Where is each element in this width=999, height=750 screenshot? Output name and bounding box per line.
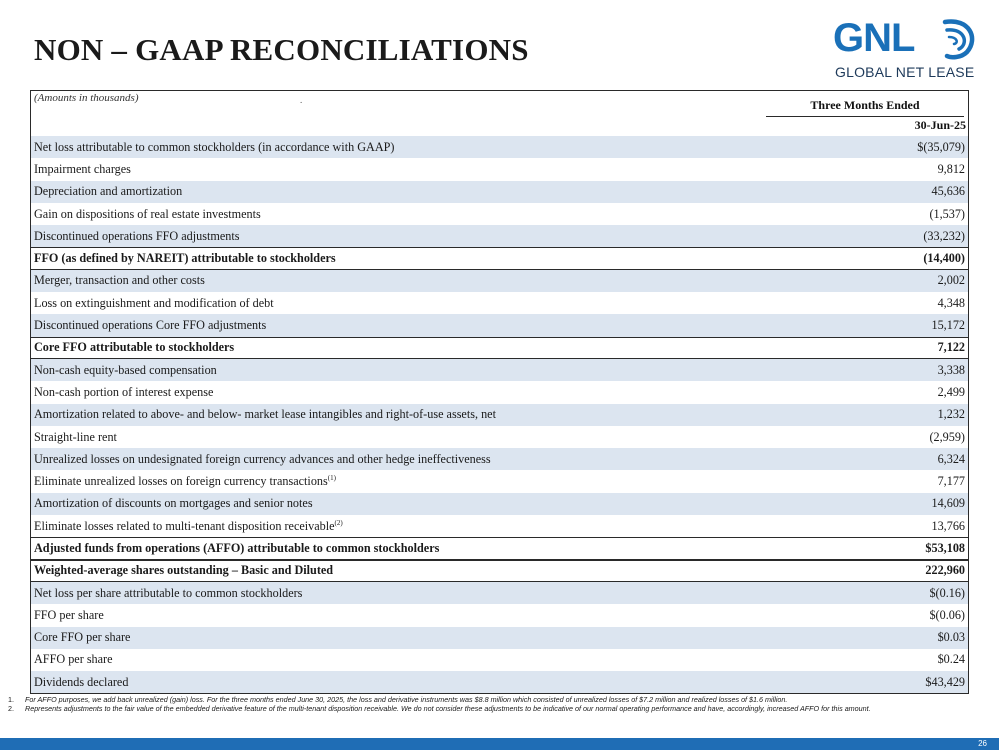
table-row [31, 359, 968, 381]
table-row [31, 470, 968, 492]
table-row [31, 671, 968, 693]
row-label [34, 675, 128, 690]
row-value: $43,429 [925, 674, 965, 689]
row-label-text: Eliminate unrealized losses on foreign currency transactions [34, 474, 328, 489]
row-value: 15,172 [931, 318, 965, 333]
row-label [34, 541, 439, 556]
row-value: (2,959) [929, 429, 965, 444]
row-value: 2,499 [937, 384, 965, 399]
row-value: 7,122 [937, 340, 965, 355]
row-label [34, 586, 302, 601]
row-label-text: Discontinued operations Core FFO adjustments [34, 318, 267, 333]
row-label-text: Amortization related to above- and below- market lease intangibles and right-of-use assets, net [34, 407, 496, 422]
table-row [31, 560, 968, 582]
row-label [34, 318, 266, 333]
row-label [34, 430, 117, 445]
row-label-text: Unrealized losses on undesignated foreign currency advances and other hedge ineffectiveness [34, 451, 491, 466]
table-row [31, 314, 968, 336]
row-label-text: Straight-line rent [34, 429, 117, 444]
row-label-text: Dividends declared [34, 674, 129, 689]
date-header: 30-Jun-25 [914, 118, 966, 132]
table-row [31, 404, 968, 426]
table-row [31, 337, 968, 359]
footnote-reference: (2) [334, 518, 343, 527]
row-label [34, 140, 394, 155]
row-value: (33,232) [923, 228, 965, 243]
row-label [34, 608, 104, 623]
row-label-text: FFO (as defined by NAREIT) attributable to stockholders [34, 251, 336, 266]
row-label [34, 407, 496, 422]
row-value: 13,766 [931, 518, 965, 533]
table-row [31, 515, 968, 537]
table-row [31, 270, 968, 292]
row-label-text: Impairment charges [34, 161, 131, 176]
table-row [31, 582, 968, 604]
row-label-text: Net loss per share attributable to common stockholders [34, 585, 303, 600]
row-value: 3,338 [937, 362, 965, 377]
page-number: 26 [978, 739, 987, 748]
table-row [31, 381, 968, 403]
row-value: 222,960 [925, 563, 965, 578]
footnote-2 [8, 705, 968, 713]
reconciliation-table [30, 90, 969, 694]
row-label [34, 452, 491, 467]
row-label-text: Non-cash equity-based compensation [34, 362, 217, 377]
row-label-text: Non-cash portion of interest expense [34, 384, 214, 399]
row-label [34, 340, 234, 355]
table-row [31, 225, 968, 247]
table-row [31, 136, 968, 158]
row-label [34, 630, 130, 645]
row-value: $(0.06) [929, 607, 965, 622]
row-label-text: Depreciation and amortization [34, 184, 183, 199]
row-label [34, 273, 205, 288]
row-label [34, 363, 217, 378]
gnl-logo [833, 14, 983, 84]
row-value: (14,400) [923, 251, 965, 266]
logo-text: GNL [833, 16, 915, 60]
row-label [34, 184, 182, 199]
row-value: $(35,079) [917, 139, 965, 154]
row-label-text: Amortization of discounts on mortgages and senior notes [34, 496, 313, 511]
table-row [31, 247, 968, 269]
row-label-text: FFO per share [34, 607, 104, 622]
footnote-1 [8, 696, 968, 704]
row-value: 45,636 [931, 184, 965, 199]
swirl-logo-icon [939, 16, 979, 60]
table-row [31, 158, 968, 180]
row-label-text: Merger, transaction and other costs [34, 273, 205, 288]
period-header: Three Months Ended [766, 98, 964, 117]
row-value: 4,348 [937, 295, 965, 310]
table-row [31, 649, 968, 671]
amounts-note: (Amounts in thousands) [34, 92, 139, 104]
table-row [31, 181, 968, 203]
row-label [34, 385, 213, 400]
row-label-text: Eliminate losses related to multi-tenant disposition receivable [34, 518, 335, 533]
row-label-text: Discontinued operations FFO adjustments [34, 228, 240, 243]
table-row [31, 203, 968, 225]
row-value: $53,108 [925, 540, 965, 555]
logo-mark [833, 14, 914, 62]
table-body [31, 136, 968, 693]
row-label-text: Gain on dispositions of real estate investments [34, 206, 261, 221]
footnote-number: 1. [8, 695, 14, 704]
row-value: 7,177 [937, 474, 965, 489]
row-value: (1,537) [929, 206, 965, 221]
row-label [34, 519, 343, 534]
row-value: 1,232 [937, 407, 965, 422]
table-row [31, 292, 968, 314]
row-label [34, 496, 313, 511]
table-row [31, 604, 968, 626]
logo-subtitle: GLOBAL NET LEASE [835, 64, 975, 80]
table-header [31, 91, 968, 136]
row-value: $(0.16) [929, 585, 965, 600]
footnote-number: 2. [8, 704, 14, 714]
row-label-text: Weighted-average shares outstanding – Basic and Diluted [34, 563, 334, 578]
row-label [34, 207, 261, 222]
row-label-text: Net loss attributable to common stockholders (in accordance with GAAP) [34, 139, 395, 154]
row-label-text: Adjusted funds from operations (AFFO) attributable to common stockholders [34, 540, 440, 555]
row-label-text: Core FFO attributable to stockholders [34, 340, 235, 355]
row-label [34, 251, 336, 266]
bottom-bar [0, 738, 999, 750]
table-row [31, 426, 968, 448]
footnote-text: For AFFO purposes, we add back unrealized (gain) loss. For the three months ended June 30, 2025, the loss and derivative instruments was $8.8 million which consisted of unrealized losses of $7.2 million and realized losses of $1.6 million. [25, 695, 788, 704]
row-value: $0.24 [937, 652, 965, 667]
page-title: NON – GAAP RECONCILIATIONS [34, 32, 529, 67]
footnote-reference: (1) [327, 474, 336, 483]
row-label [34, 563, 333, 578]
row-label-text: Core FFO per share [34, 630, 131, 645]
row-label [34, 162, 131, 177]
table-row [31, 493, 968, 515]
table-row [31, 627, 968, 649]
row-label [34, 296, 274, 311]
stray-dot: . [300, 95, 303, 105]
footnote-text: Represents adjustments to the fair value of the embedded derivative feature of the multi-tenant disposition receivable. We do not consider these adjustments to be indicative of our normal operating performance and have, accordingly, increased AFFO for this amount. [25, 704, 871, 714]
row-value: 6,324 [937, 451, 965, 466]
row-value: 2,002 [937, 273, 965, 288]
table-row [31, 448, 968, 470]
row-value: 9,812 [937, 161, 965, 176]
row-value: 14,609 [931, 496, 965, 511]
row-label-text: Loss on extinguishment and modification of debt [34, 295, 274, 310]
row-value: $0.03 [937, 630, 965, 645]
row-label [34, 652, 113, 667]
footnotes [8, 696, 968, 715]
row-label [34, 229, 239, 244]
row-label-text: AFFO per share [34, 652, 113, 667]
row-label [34, 474, 336, 489]
table-row [31, 537, 968, 559]
